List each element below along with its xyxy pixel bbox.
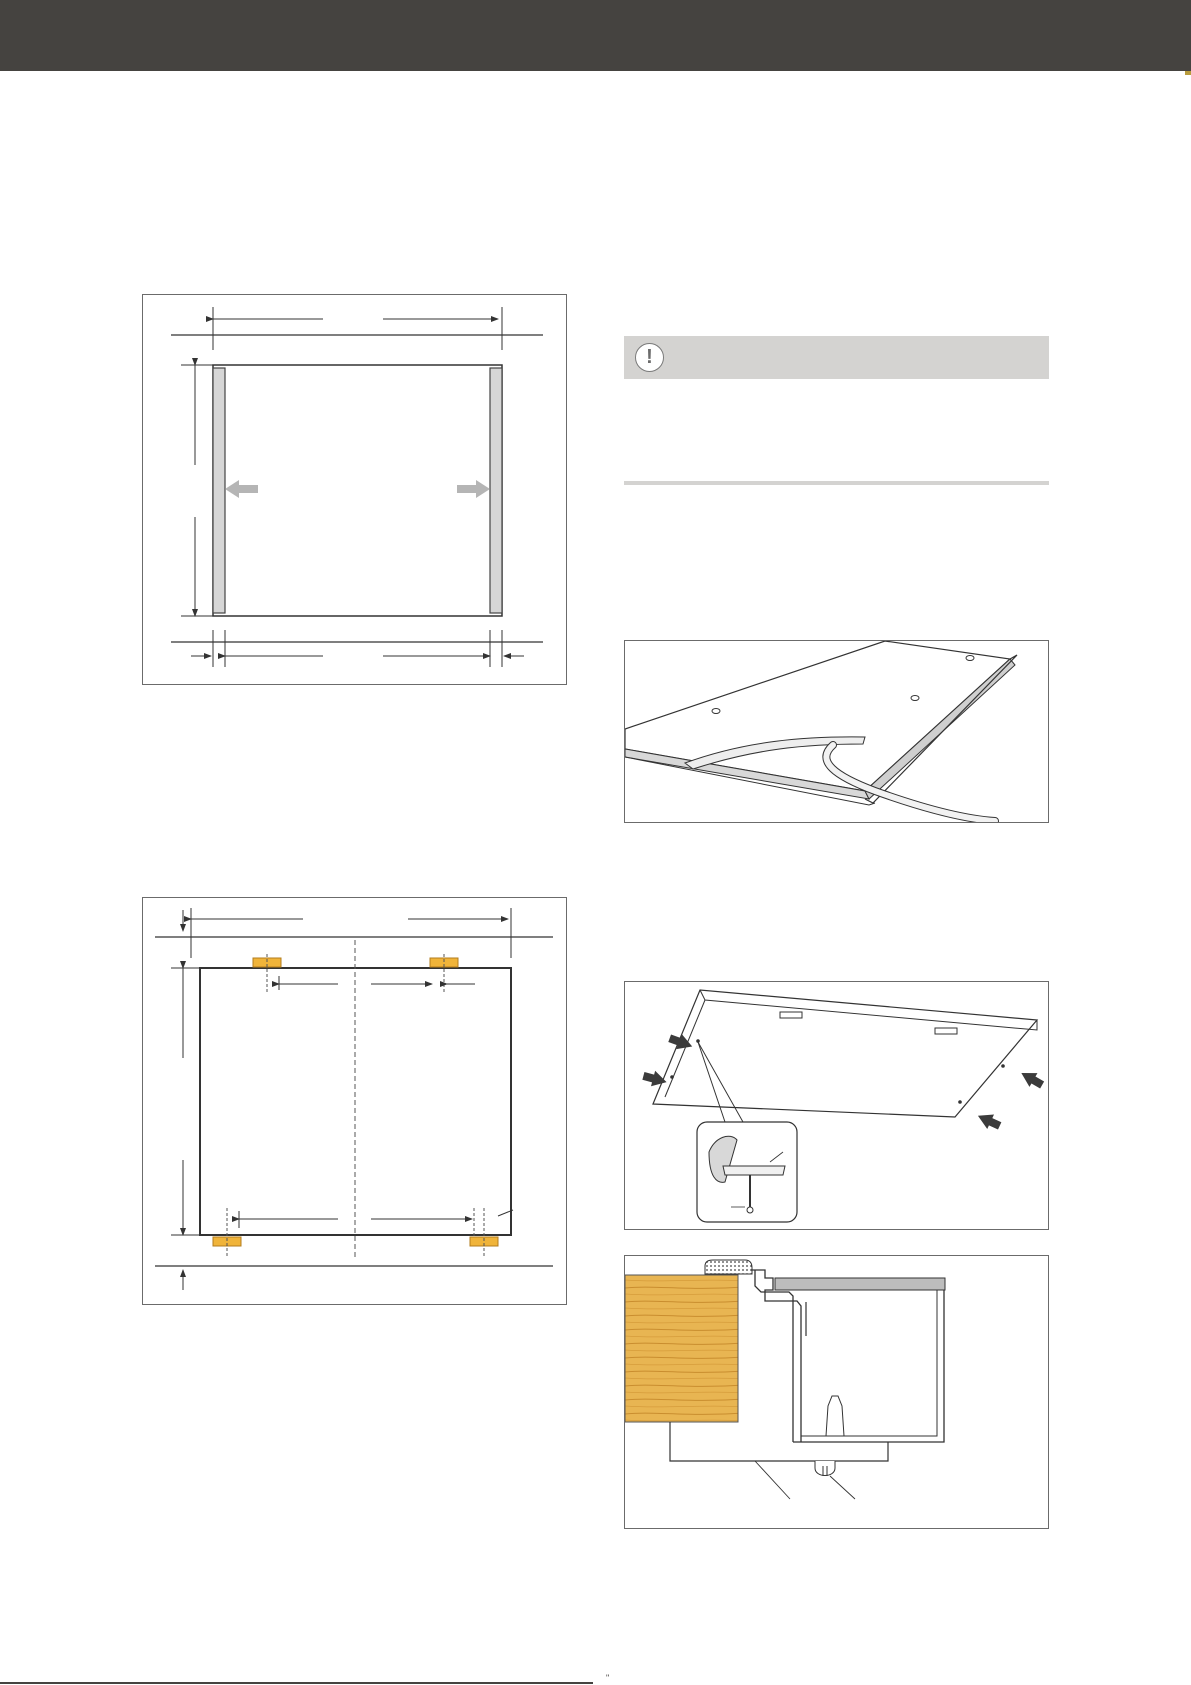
footer-mark: ": [606, 1673, 610, 1683]
header-accent: [1185, 71, 1191, 75]
figure-seal-application: [624, 640, 1049, 823]
notice-box: [624, 336, 1049, 379]
figure-cross-section: [624, 1255, 1049, 1529]
figure-bracket-fixing: [624, 981, 1049, 1230]
figure-cutout-side-strips: [142, 294, 567, 685]
screw-bracket-illustration: [625, 982, 1049, 1230]
seal-tape-illustration: [625, 641, 1049, 823]
dimension-diagram-2: [143, 898, 567, 1305]
dimension-diagram-1: [143, 295, 567, 685]
section-divider: [624, 481, 1049, 485]
figure-cutout-brackets: [142, 897, 567, 1305]
footer-rule: [0, 1682, 593, 1684]
exclamation-icon: !: [635, 343, 664, 372]
worktop-section-illustration: [625, 1256, 1049, 1529]
header-bar: [0, 0, 1191, 71]
